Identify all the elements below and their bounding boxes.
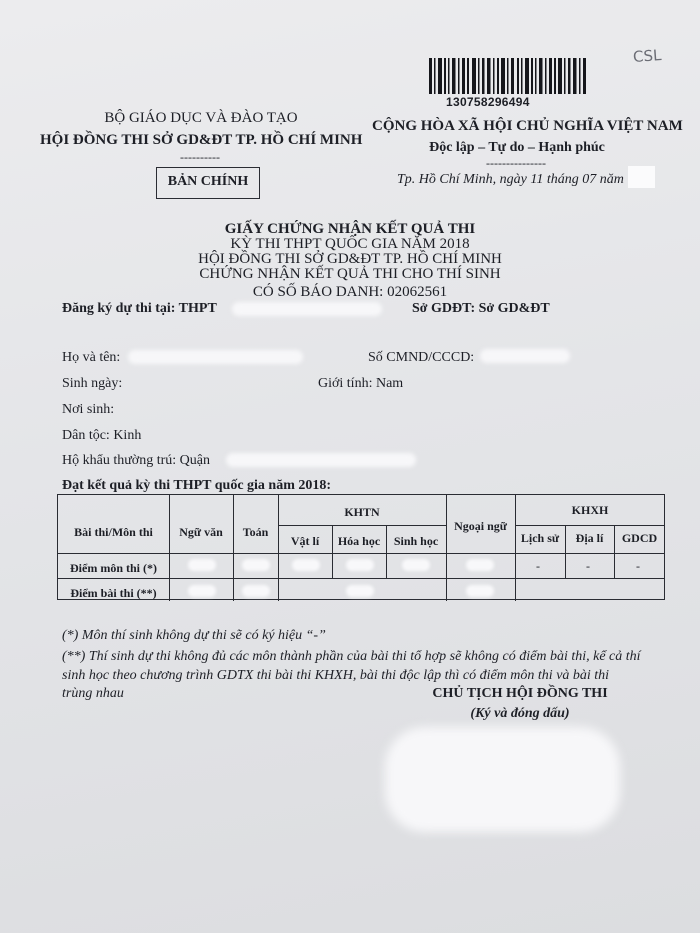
col-geography: Địa lí <box>575 531 604 545</box>
col-literature: Ngữ văn <box>179 525 223 539</box>
redacted-school <box>232 302 382 316</box>
redacted-score <box>466 559 494 571</box>
redacted-score <box>346 585 374 597</box>
handwritten-note: CSL <box>632 46 662 66</box>
redacted-score <box>402 559 430 571</box>
results-table <box>57 494 665 600</box>
barcode-icon <box>427 58 587 94</box>
group-khtn: KHTN <box>344 505 380 519</box>
residence-label: Hộ khẩu thường trú: Quận <box>62 453 210 468</box>
redacted-score <box>466 585 494 597</box>
redacted-score <box>188 559 216 571</box>
national-motto: Độc lập – Tự do – Hạnh phúc <box>429 140 605 155</box>
col-chemistry: Hóa học <box>337 534 381 548</box>
civics-score: - <box>636 559 640 573</box>
geography-score: - <box>586 559 590 573</box>
group-khxh: KHXH <box>571 503 609 517</box>
barcode-number: 13075829649​4 <box>446 95 530 109</box>
certificate-title: GIẤY CHỨNG NHẬN KẾT QUẢ THI <box>224 221 476 237</box>
note-2-line-3: trùng nhau <box>62 686 124 701</box>
note-2a: (**) Thí sinh dự thi không đủ các môn thành phần của bài thi tổ hợp sẽ không có điểm bài thi, kể cả thí <box>62 649 641 664</box>
results-heading: Đạt kết quả kỳ thi THPT quốc gia năm 2018: <box>62 478 332 493</box>
redacted-year <box>628 166 655 188</box>
redacted-residence <box>226 453 416 467</box>
ethnicity-label: Dân tộc: Kinh <box>62 428 142 443</box>
col-foreign-language: Ngoại ngữ <box>454 519 507 533</box>
note-1: (*) Môn thí sinh không dự thi sẽ có ký hiệu “-” <box>62 628 326 643</box>
redacted-score <box>242 559 270 571</box>
col-civics: GDCD <box>621 531 658 545</box>
redacted-score <box>188 585 216 597</box>
birth-date-label: Sinh ngày: <box>62 376 123 391</box>
registration-department: Sở GDĐT: Sở GD&ĐT <box>412 301 550 316</box>
id-number-label: Số CMND/CCCD: <box>368 350 475 365</box>
signature-title: CHỦ TỊCH HỘI ĐỒNG THI <box>432 686 608 701</box>
birthplace-label: Nơi sinh: <box>62 402 115 417</box>
candidate-number: CÓ SỐ BÁO DANH: 02062561 <box>252 284 448 300</box>
exam-name: KỲ THI THPT QUỐC GIA NĂM 2018 <box>230 236 470 252</box>
place-and-date: Tp. Hồ Chí Minh, ngày 11 tháng 07 năm <box>397 172 624 187</box>
full-name-label: Họ và tên: <box>62 350 121 365</box>
exam-council: HỘI ĐỒNG THI SỞ GD&ĐT TP. HỒ CHÍ MINH <box>198 251 502 267</box>
signature-subtitle: (Ký và đóng dấu) <box>470 706 570 721</box>
redacted-score <box>292 559 320 571</box>
row-exam-score: Điểm bài thi (**) <box>70 586 157 600</box>
history-score: - <box>536 559 540 573</box>
original-copy-label: BẢN CHÍNH <box>167 174 249 189</box>
col-math: Toán <box>242 525 269 539</box>
redacted-signature-stamp <box>385 727 620 832</box>
gender-label: Giới tính: Nam <box>318 376 404 391</box>
council-name: HỘI ĐỒNG THI SỞ GD&ĐT TP. HỒ CHÍ MINH <box>40 132 363 148</box>
redacted-score <box>242 585 270 597</box>
republic-name: CỘNG HÒA XÃ HỘI CHỦ NGHĨA VIỆT NAM <box>372 118 683 134</box>
note-2-line-1 <box>62 649 660 665</box>
row-subject-score: Điểm môn thi (*) <box>70 561 157 575</box>
right-divider: --------------- <box>486 156 546 170</box>
col-history: Lịch sử <box>520 531 560 545</box>
col-biology: Sinh học <box>393 534 439 548</box>
left-divider: ---------- <box>180 150 220 164</box>
redacted-id <box>480 349 570 363</box>
registration-school: Đăng ký dự thi tại: THPT <box>62 301 217 316</box>
note-2-line-2: sinh học theo chương trình GDTX thi bài thi KHXH, bài thi độc lập thì có điểm môn thi và bài thi <box>62 668 610 683</box>
col-subject: Bài thi/Môn thi <box>74 525 153 539</box>
certification-line: CHỨNG NHẬN KẾT QUẢ THI CHO THÍ SINH <box>199 266 501 282</box>
redacted-name <box>128 350 303 364</box>
redacted-score <box>346 559 374 571</box>
col-physics: Vật lí <box>290 534 320 548</box>
ministry-name: BỘ GIÁO DỤC VÀ ĐÀO TẠO <box>104 110 298 126</box>
